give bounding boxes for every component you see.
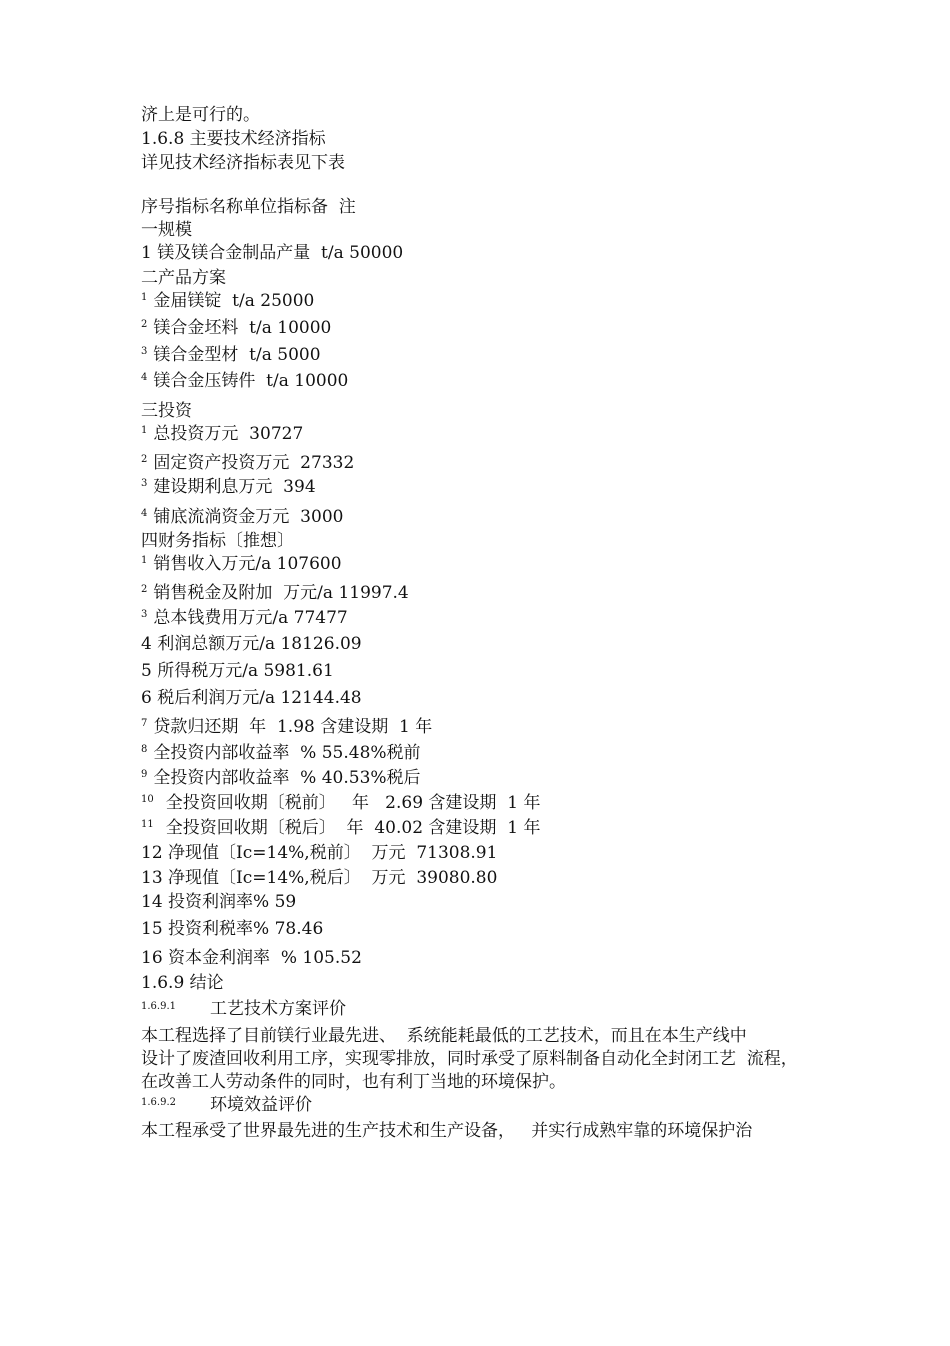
row-text: 三投资 <box>141 401 192 421</box>
paragraph-line: 本工程选择了目前镁行业最先进、 系统能耗最低的工艺技术，而且在本生产线中 <box>141 1026 747 1046</box>
row-text: 总投资万元 30727 <box>153 424 304 444</box>
table-row <box>141 370 348 395</box>
row-text: 12 净现值〔Ic=14%,税前〕 万元 71308.91 <box>141 843 498 863</box>
subsection-number: 1.6.9.2 <box>141 1097 176 1108</box>
table-row <box>141 607 348 632</box>
table-row <box>141 842 497 864</box>
row-number: 2 <box>141 584 148 595</box>
paragraph-line: 在改善工人劳动条件的同时，也有利丁当地的环境保护。 <box>141 1072 566 1092</box>
row-text: 一规模 <box>141 220 192 240</box>
row-text: 贷款归还期 年 1.98 含建设期 1 年 <box>153 717 433 737</box>
table-row <box>141 317 331 342</box>
table-row <box>141 891 296 913</box>
row-number: 1 <box>141 555 148 566</box>
table-row <box>141 633 362 655</box>
row-text: 固定资产投资万元 27332 <box>153 453 355 473</box>
row-text: 14 投资利润率% 59 <box>141 892 297 912</box>
table-row <box>141 344 321 369</box>
row-text: 全投资内部收益率 % 40.53%税后 <box>153 768 421 788</box>
row-text: 销售收入万元/a 107600 <box>153 554 342 574</box>
row-number: 4 <box>141 508 148 519</box>
row-text: 全投资回收期〔税前〕 年 2.69 含建设期 1 年 <box>165 793 541 813</box>
row-text: 金届镁锭 t/a 25000 <box>153 291 315 311</box>
row-number: 10 <box>141 794 154 805</box>
table-row <box>141 817 540 842</box>
row-number: 3 <box>141 346 148 357</box>
row-number: 7 <box>141 718 148 729</box>
table-row <box>141 582 409 607</box>
table-row <box>141 267 226 289</box>
paragraph-line: 本工程承受了世界最先进的生产技术和生产设备， 并实行成熟牢靠的环境保护治 <box>141 1121 753 1141</box>
row-number: 1 <box>141 425 148 436</box>
row-text: 15 投资利税率% 78.46 <box>141 919 324 939</box>
row-number: 3 <box>141 478 148 489</box>
table-row <box>141 219 192 241</box>
row-text: 镁合金坯料 t/a 10000 <box>153 318 332 338</box>
table-row <box>141 423 303 448</box>
section-heading: 1.6.8 主要技术经济指标 <box>141 129 326 149</box>
row-text: 16 资本金利润率 % 105.52 <box>141 948 362 968</box>
subsection-heading <box>141 998 346 1023</box>
row-number: 2 <box>141 319 148 330</box>
subsection-title: 环境效益评价 <box>210 1095 312 1115</box>
row-text: 1 镁及镁合金制品产量 t/a 50000 <box>141 243 404 263</box>
table-row <box>141 553 342 578</box>
row-number: 3 <box>141 609 148 620</box>
table-row <box>141 716 432 741</box>
row-text: 全投资回收期〔税后〕 年 40.02 含建设期 1 年 <box>165 818 541 838</box>
table-row <box>141 767 421 792</box>
table-header: 序号指标名称单位指标备 注 <box>141 197 356 217</box>
row-text: 二产品方案 <box>141 268 226 288</box>
table-row <box>141 687 362 709</box>
table-row <box>141 530 294 552</box>
intro-line: 详见技术经济指标表见下表 <box>141 153 345 173</box>
row-text: 镁合金型材 t/a 5000 <box>153 345 321 365</box>
subsection-title: 工艺技术方案评价 <box>210 999 346 1019</box>
row-text: 销售税金及附加 万元/a 11997.4 <box>153 583 409 603</box>
row-text: 6 税后利润万元/a 12144.48 <box>141 688 362 708</box>
table-row <box>141 476 316 501</box>
row-number: 4 <box>141 372 148 383</box>
row-text: 四财务指标〔推想〕 <box>141 531 294 551</box>
table-row <box>141 452 354 477</box>
row-text: 5 所得税万元/a 5981.61 <box>141 661 334 681</box>
table-row <box>141 242 403 264</box>
table-row <box>141 867 497 889</box>
section-heading: 1.6.9 结论 <box>141 973 224 993</box>
table-row <box>141 400 192 422</box>
row-number: 11 <box>141 819 154 830</box>
row-text: 全投资内部收益率 % 55.48%税前 <box>153 743 421 763</box>
subsection-heading <box>141 1094 312 1119</box>
table-row <box>141 506 343 531</box>
table-row <box>141 792 540 817</box>
row-text: 总本钱费用万元/a 77477 <box>153 608 348 628</box>
row-text: 4 利润总额万元/a 18126.09 <box>141 634 362 654</box>
table-row <box>141 918 323 940</box>
row-text: 13 净现值〔Ic=14%,税后〕 万元 39080.80 <box>141 868 498 888</box>
row-text: 铺底流淌资金万元 3000 <box>153 507 344 527</box>
table-row <box>141 742 421 767</box>
row-text: 建设期利息万元 394 <box>153 477 316 497</box>
intro-line: 济上是可行的。 <box>141 105 260 125</box>
row-text: 镁合金压铸件 t/a 10000 <box>153 371 349 391</box>
table-row <box>141 660 334 682</box>
row-number: 9 <box>141 769 148 780</box>
table-row <box>141 947 362 969</box>
row-number: 2 <box>141 454 148 465</box>
table-row <box>141 290 314 315</box>
paragraph-line: 设计了废渣回收利用工序，实现零排放，同时承受了原料制备自动化全封闭工艺 流程， <box>141 1049 798 1069</box>
row-number: 8 <box>141 744 148 755</box>
row-number: 1 <box>141 292 148 303</box>
subsection-number: 1.6.9.1 <box>141 1001 176 1012</box>
